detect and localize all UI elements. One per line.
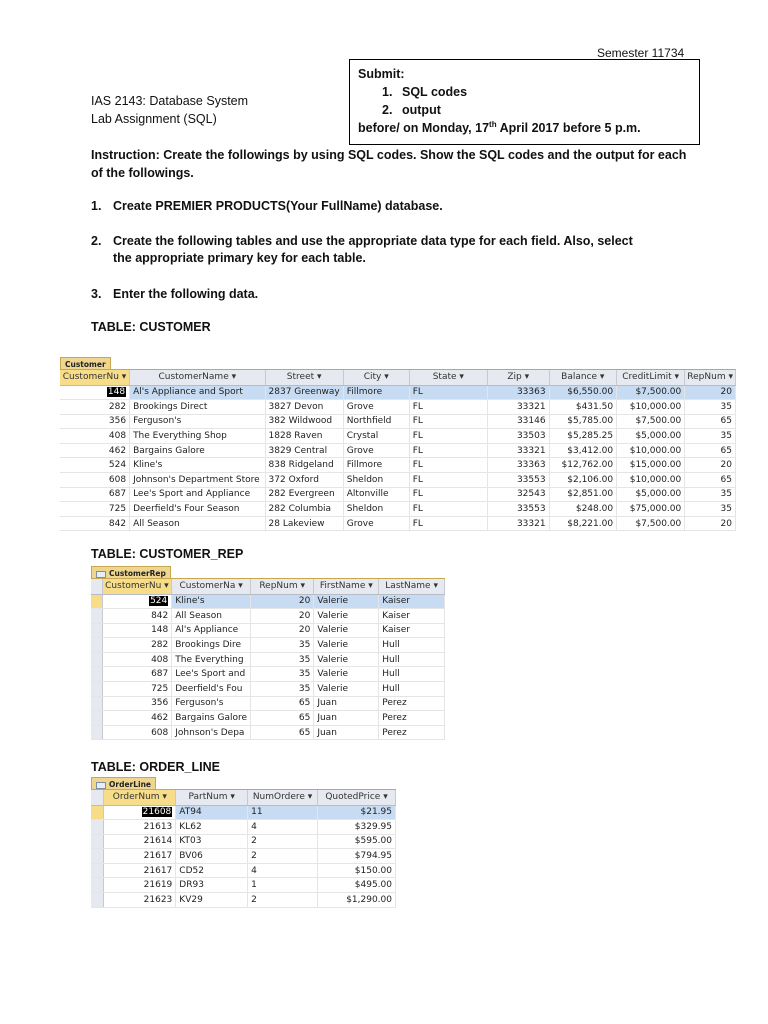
- table-cell[interactable]: $10,000.00: [617, 400, 685, 415]
- step-1: 1. Create PREMIER PRODUCTS(Your FullName) database.: [91, 199, 443, 213]
- table-cell[interactable]: AT94: [176, 805, 248, 820]
- table-cell[interactable]: 20: [251, 609, 314, 624]
- table-cell[interactable]: Valerie: [314, 623, 379, 638]
- table-cell[interactable]: 408: [60, 429, 130, 444]
- table-cell[interactable]: $7,500.00: [617, 516, 685, 531]
- table-cell[interactable]: $7,500.00: [617, 385, 685, 400]
- table-cell[interactable]: 372 Oxford: [265, 473, 343, 488]
- table-cell[interactable]: 21617: [104, 863, 176, 878]
- table-cell[interactable]: 33321: [487, 400, 549, 415]
- course-heading: [91, 92, 248, 128]
- customer-rep-table-title: TABLE: CUSTOMER_REP: [91, 547, 244, 561]
- table-cell[interactable]: Fillmore: [343, 385, 409, 400]
- row-selector[interactable]: [91, 834, 104, 849]
- table-cell[interactable]: $1,290.00: [318, 893, 396, 908]
- table-cell[interactable]: $15,000.00: [617, 458, 685, 473]
- row-selector[interactable]: [91, 594, 102, 609]
- order-line-table-title: TABLE: ORDER_LINE: [91, 760, 220, 774]
- table-cell[interactable]: $495.00: [318, 878, 396, 893]
- table-row[interactable]: [60, 443, 736, 458]
- table-cell[interactable]: 356: [60, 414, 130, 429]
- row-selector[interactable]: [91, 667, 102, 682]
- table-cell[interactable]: 282: [60, 400, 130, 415]
- table-cell[interactable]: FL: [409, 385, 487, 400]
- table-cell[interactable]: Kaiser: [379, 594, 445, 609]
- table-cell[interactable]: 148: [60, 385, 130, 400]
- table-cell[interactable]: 282 Columbia: [265, 502, 343, 517]
- table-cell[interactable]: 687: [102, 667, 172, 682]
- table-cell[interactable]: 33503: [487, 429, 549, 444]
- table-cell[interactable]: The Everything: [172, 652, 251, 667]
- table-cell[interactable]: Brookings Dire: [172, 638, 251, 653]
- table-row[interactable]: [91, 711, 445, 726]
- row-selector[interactable]: [91, 849, 104, 864]
- table-cell[interactable]: Deerfield's Four Season: [130, 502, 265, 517]
- table-cell[interactable]: 282 Evergreen: [265, 487, 343, 502]
- table-cell[interactable]: Ferguson's: [130, 414, 265, 429]
- table-cell[interactable]: Northfield: [343, 414, 409, 429]
- table-cell[interactable]: $21.95: [318, 805, 396, 820]
- table-row[interactable]: [91, 609, 445, 624]
- table-cell[interactable]: FL: [409, 516, 487, 531]
- row-selector[interactable]: [91, 820, 104, 835]
- table-cell[interactable]: $248.00: [549, 502, 616, 517]
- row-selector[interactable]: [91, 682, 102, 697]
- table-cell[interactable]: KV29: [176, 893, 248, 908]
- column-header[interactable]: RepNum ▾: [685, 370, 736, 385]
- table-cell[interactable]: $5,785.00: [549, 414, 616, 429]
- column-header[interactable]: Balance ▾: [549, 370, 616, 385]
- table-cell[interactable]: $2,851.00: [549, 487, 616, 502]
- table-cell[interactable]: Lee's Sport and: [172, 667, 251, 682]
- table-cell[interactable]: 21617: [104, 849, 176, 864]
- column-header[interactable]: FirstName ▾: [314, 579, 379, 594]
- column-header[interactable]: CustomerNa ▾: [172, 579, 251, 594]
- table-cell[interactable]: FL: [409, 473, 487, 488]
- table-cell[interactable]: 65: [251, 725, 314, 740]
- table-cell[interactable]: Valerie: [314, 638, 379, 653]
- table-row[interactable]: [60, 458, 736, 473]
- table-row[interactable]: [91, 878, 396, 893]
- table-cell[interactable]: All Season: [130, 516, 265, 531]
- table-cell[interactable]: BV06: [176, 849, 248, 864]
- table-cell[interactable]: Grove: [343, 516, 409, 531]
- table-cell[interactable]: 2837 Greenway: [265, 385, 343, 400]
- table-cell[interactable]: Grove: [343, 400, 409, 415]
- table-row[interactable]: [60, 487, 736, 502]
- table-cell[interactable]: 356: [102, 696, 172, 711]
- table-cell[interactable]: $329.95: [318, 820, 396, 835]
- table-cell[interactable]: 35: [685, 400, 736, 415]
- table-cell[interactable]: 20: [685, 385, 736, 400]
- customer-rep-tab[interactable]: CustomerRep: [91, 566, 171, 579]
- table-cell[interactable]: 33363: [487, 385, 549, 400]
- table-row[interactable]: [60, 414, 736, 429]
- table-cell[interactable]: DR93: [176, 878, 248, 893]
- table-row[interactable]: [60, 516, 736, 531]
- table-cell[interactable]: KT03: [176, 834, 248, 849]
- order-line-datasheet: [91, 777, 396, 920]
- column-header[interactable]: CustomerName ▾: [130, 370, 265, 385]
- table-row[interactable]: [91, 805, 396, 820]
- table-row[interactable]: [60, 502, 736, 517]
- table-cell[interactable]: FL: [409, 458, 487, 473]
- table-cell[interactable]: 842: [60, 516, 130, 531]
- table-cell[interactable]: $794.95: [318, 849, 396, 864]
- table-cell[interactable]: $12,762.00: [549, 458, 616, 473]
- table-cell[interactable]: 65: [685, 443, 736, 458]
- table-cell[interactable]: 1828 Raven: [265, 429, 343, 444]
- table-icon: [96, 782, 106, 789]
- order-line-tab[interactable]: OrderLine: [91, 777, 156, 790]
- table-cell[interactable]: Valerie: [314, 609, 379, 624]
- table-row[interactable]: [91, 594, 445, 609]
- table-cell[interactable]: Juan: [314, 711, 379, 726]
- row-selector[interactable]: [91, 696, 102, 711]
- customer-tab[interactable]: Customer: [60, 357, 111, 370]
- table-cell[interactable]: 65: [685, 473, 736, 488]
- row-selector[interactable]: [91, 711, 102, 726]
- submit-item: 1. SQL codes: [382, 85, 468, 99]
- table-cell[interactable]: Kline's: [130, 458, 265, 473]
- table-cell[interactable]: Ferguson's: [172, 696, 251, 711]
- table-cell[interactable]: Valerie: [314, 667, 379, 682]
- table-cell[interactable]: Lee's Sport and Appliance: [130, 487, 265, 502]
- table-cell[interactable]: Juan: [314, 725, 379, 740]
- table-cell[interactable]: 33363: [487, 458, 549, 473]
- table-cell[interactable]: Perez: [379, 725, 445, 740]
- table-cell[interactable]: Altonville: [343, 487, 409, 502]
- table-cell[interactable]: 4: [248, 820, 318, 835]
- table-row[interactable]: [60, 429, 736, 444]
- table-cell[interactable]: 35: [685, 487, 736, 502]
- table-cell[interactable]: 2: [248, 834, 318, 849]
- table-cell[interactable]: FL: [409, 400, 487, 415]
- table-row[interactable]: [60, 385, 736, 400]
- table-cell[interactable]: 28 Lakeview: [265, 516, 343, 531]
- column-header[interactable]: Zip ▾: [487, 370, 549, 385]
- table-row[interactable]: [91, 893, 396, 908]
- table-cell[interactable]: $10,000.00: [617, 443, 685, 458]
- table-cell[interactable]: $2,106.00: [549, 473, 616, 488]
- table-cell[interactable]: 35: [251, 638, 314, 653]
- assignment-title: Lab Assignment (SQL): [91, 112, 217, 126]
- table-cell[interactable]: $7,500.00: [617, 414, 685, 429]
- table-cell[interactable]: $6,550.00: [549, 385, 616, 400]
- table-row[interactable]: [91, 863, 396, 878]
- table-cell[interactable]: Bargains Galore: [130, 443, 265, 458]
- customer-table-title: TABLE: CUSTOMER: [91, 320, 211, 334]
- table-cell[interactable]: Sheldon: [343, 502, 409, 517]
- submit-item: 2. output: [382, 103, 441, 117]
- table-cell[interactable]: 20: [251, 594, 314, 609]
- table-cell[interactable]: 524: [102, 594, 172, 609]
- column-header[interactable]: NumOrdere ▾: [248, 790, 318, 805]
- table-cell[interactable]: Al's Appliance and Sport: [130, 385, 265, 400]
- table-cell[interactable]: Kline's: [172, 594, 251, 609]
- table-cell[interactable]: 838 Ridgeland: [265, 458, 343, 473]
- column-header[interactable]: State ▾: [409, 370, 487, 385]
- table-cell[interactable]: 21619: [104, 878, 176, 893]
- column-header[interactable]: CustomerNu ▾: [60, 370, 130, 385]
- table-cell[interactable]: 4: [248, 863, 318, 878]
- table-cell[interactable]: 462: [60, 443, 130, 458]
- table-cell[interactable]: 35: [251, 652, 314, 667]
- table-cell[interactable]: Juan: [314, 696, 379, 711]
- table-cell[interactable]: The Everything Shop: [130, 429, 265, 444]
- instruction-text: Instruction: Create the followings by using SQL codes. Show the SQL codes and the output for each of the followings.: [91, 148, 687, 180]
- table-cell[interactable]: 65: [685, 414, 736, 429]
- row-selector[interactable]: [91, 878, 104, 893]
- table-cell[interactable]: 725: [60, 502, 130, 517]
- table-cell[interactable]: 608: [102, 725, 172, 740]
- table-cell[interactable]: 21613: [104, 820, 176, 835]
- table-cell[interactable]: Crystal: [343, 429, 409, 444]
- column-header[interactable]: CustomerNu ▾: [102, 579, 172, 594]
- table-cell[interactable]: 20: [251, 623, 314, 638]
- customer-rep-grid: [91, 579, 445, 740]
- table-cell[interactable]: 65: [251, 711, 314, 726]
- row-selector[interactable]: [91, 652, 102, 667]
- table-row[interactable]: [60, 400, 736, 415]
- table-icon: [96, 571, 106, 578]
- table-cell[interactable]: 408: [102, 652, 172, 667]
- table-cell[interactable]: Valerie: [314, 682, 379, 697]
- table-cell[interactable]: Valerie: [314, 652, 379, 667]
- table-cell[interactable]: FL: [409, 443, 487, 458]
- customer-rep-datasheet: [91, 566, 445, 742]
- table-cell[interactable]: 3827 Devon: [265, 400, 343, 415]
- deadline: before/ on Monday, 17th April 2017 before 5 p.m.: [358, 119, 641, 135]
- column-header[interactable]: CreditLimit ▾: [617, 370, 685, 385]
- column-header[interactable]: RepNum ▾: [251, 579, 314, 594]
- table-cell[interactable]: 35: [685, 502, 736, 517]
- row-selector[interactable]: [91, 725, 102, 740]
- row-selector[interactable]: [91, 623, 102, 638]
- order-line-grid: [91, 790, 396, 908]
- table-cell[interactable]: $8,221.00: [549, 516, 616, 531]
- table-cell[interactable]: Perez: [379, 711, 445, 726]
- table-cell[interactable]: 687: [60, 487, 130, 502]
- table-cell[interactable]: 33553: [487, 502, 549, 517]
- table-cell[interactable]: 3829 Central: [265, 443, 343, 458]
- row-selector[interactable]: [91, 805, 104, 820]
- table-cell[interactable]: $150.00: [318, 863, 396, 878]
- table-cell[interactable]: $595.00: [318, 834, 396, 849]
- table-cell[interactable]: 33146: [487, 414, 549, 429]
- step-3: 3. Enter the following data.: [91, 287, 259, 301]
- table-cell[interactable]: 20: [685, 458, 736, 473]
- customer-datasheet: [60, 357, 736, 533]
- table-row[interactable]: [91, 667, 445, 682]
- table-cell[interactable]: 33321: [487, 516, 549, 531]
- table-cell[interactable]: CD52: [176, 863, 248, 878]
- table-cell[interactable]: Fillmore: [343, 458, 409, 473]
- step-2: 2. Create the following tables and use the appropriate data type for each field. Also, select the appropriate primary key for each table.: [91, 234, 633, 265]
- table-cell[interactable]: 11: [248, 805, 318, 820]
- table-row[interactable]: [91, 638, 445, 653]
- table-cell[interactable]: Hull: [379, 638, 445, 653]
- table-cell[interactable]: 35: [251, 682, 314, 697]
- table-cell[interactable]: 33321: [487, 443, 549, 458]
- table-cell[interactable]: Hull: [379, 652, 445, 667]
- table-cell[interactable]: Kaiser: [379, 623, 445, 638]
- table-cell[interactable]: 842: [102, 609, 172, 624]
- table-cell[interactable]: $5,000.00: [617, 429, 685, 444]
- table-cell[interactable]: 725: [102, 682, 172, 697]
- table-cell[interactable]: 21623: [104, 893, 176, 908]
- table-cell[interactable]: FL: [409, 414, 487, 429]
- table-cell[interactable]: 462: [102, 711, 172, 726]
- table-cell[interactable]: FL: [409, 429, 487, 444]
- table-cell[interactable]: $5,285.25: [549, 429, 616, 444]
- column-header[interactable]: OrderNum ▾: [104, 790, 176, 805]
- course-code: IAS 2143: Database System: [91, 94, 249, 108]
- table-cell[interactable]: KL62: [176, 820, 248, 835]
- table-cell[interactable]: 21614: [104, 834, 176, 849]
- table-row[interactable]: [91, 652, 445, 667]
- table-cell[interactable]: 65: [251, 696, 314, 711]
- table-cell[interactable]: 382 Wildwood: [265, 414, 343, 429]
- submit-box: [349, 59, 700, 145]
- table-cell[interactable]: $10,000.00: [617, 473, 685, 488]
- row-selector-header[interactable]: [91, 579, 102, 594]
- table-cell[interactable]: Sheldon: [343, 473, 409, 488]
- table-cell[interactable]: 20: [685, 516, 736, 531]
- submit-title: Submit:: [358, 67, 405, 81]
- table-cell[interactable]: 524: [60, 458, 130, 473]
- table-cell[interactable]: Hull: [379, 682, 445, 697]
- table-cell[interactable]: Deerfield's Fou: [172, 682, 251, 697]
- table-cell[interactable]: 282: [102, 638, 172, 653]
- table-cell[interactable]: Perez: [379, 696, 445, 711]
- table-cell[interactable]: 148: [102, 623, 172, 638]
- table-row[interactable]: [91, 849, 396, 864]
- table-cell[interactable]: All Season: [172, 609, 251, 624]
- table-cell[interactable]: FL: [409, 502, 487, 517]
- row-selector[interactable]: [91, 863, 104, 878]
- table-cell[interactable]: 21608: [104, 805, 176, 820]
- column-header[interactable]: LastName ▾: [379, 579, 445, 594]
- table-row[interactable]: [91, 834, 396, 849]
- customer-grid: [60, 370, 736, 531]
- table-cell[interactable]: Bargains Galore: [172, 711, 251, 726]
- table-cell[interactable]: Grove: [343, 443, 409, 458]
- table-row[interactable]: [91, 623, 445, 638]
- table-row[interactable]: [60, 473, 736, 488]
- table-cell[interactable]: 1: [248, 878, 318, 893]
- table-cell[interactable]: 33553: [487, 473, 549, 488]
- column-header[interactable]: Street ▾: [265, 370, 343, 385]
- table-cell[interactable]: $3,412.00: [549, 443, 616, 458]
- table-row[interactable]: [91, 820, 396, 835]
- table-cell[interactable]: Johnson's Department Store: [130, 473, 265, 488]
- column-header[interactable]: PartNum ▾: [176, 790, 248, 805]
- table-row[interactable]: [91, 725, 445, 740]
- table-cell[interactable]: $75,000.00: [617, 502, 685, 517]
- row-selector-header[interactable]: [91, 790, 104, 805]
- table-cell[interactable]: Johnson's Depa: [172, 725, 251, 740]
- table-cell[interactable]: 35: [251, 667, 314, 682]
- row-selector[interactable]: [91, 893, 104, 908]
- table-cell[interactable]: 2: [248, 893, 318, 908]
- table-cell[interactable]: Brookings Direct: [130, 400, 265, 415]
- table-cell[interactable]: Valerie: [314, 594, 379, 609]
- table-cell[interactable]: FL: [409, 487, 487, 502]
- table-cell[interactable]: Hull: [379, 667, 445, 682]
- row-selector[interactable]: [91, 609, 102, 624]
- column-header[interactable]: City ▾: [343, 370, 409, 385]
- table-cell[interactable]: $431.50: [549, 400, 616, 415]
- column-header[interactable]: QuotedPrice ▾: [318, 790, 396, 805]
- table-cell[interactable]: 35: [685, 429, 736, 444]
- table-cell[interactable]: Al's Appliance: [172, 623, 251, 638]
- table-row[interactable]: [91, 696, 445, 711]
- table-cell[interactable]: $5,000.00: [617, 487, 685, 502]
- table-cell[interactable]: 608: [60, 473, 130, 488]
- semester-label: Semester 11734: [597, 46, 685, 60]
- table-cell[interactable]: Kaiser: [379, 609, 445, 624]
- table-cell[interactable]: 32543: [487, 487, 549, 502]
- table-row[interactable]: [91, 682, 445, 697]
- row-selector[interactable]: [91, 638, 102, 653]
- table-cell[interactable]: 2: [248, 849, 318, 864]
